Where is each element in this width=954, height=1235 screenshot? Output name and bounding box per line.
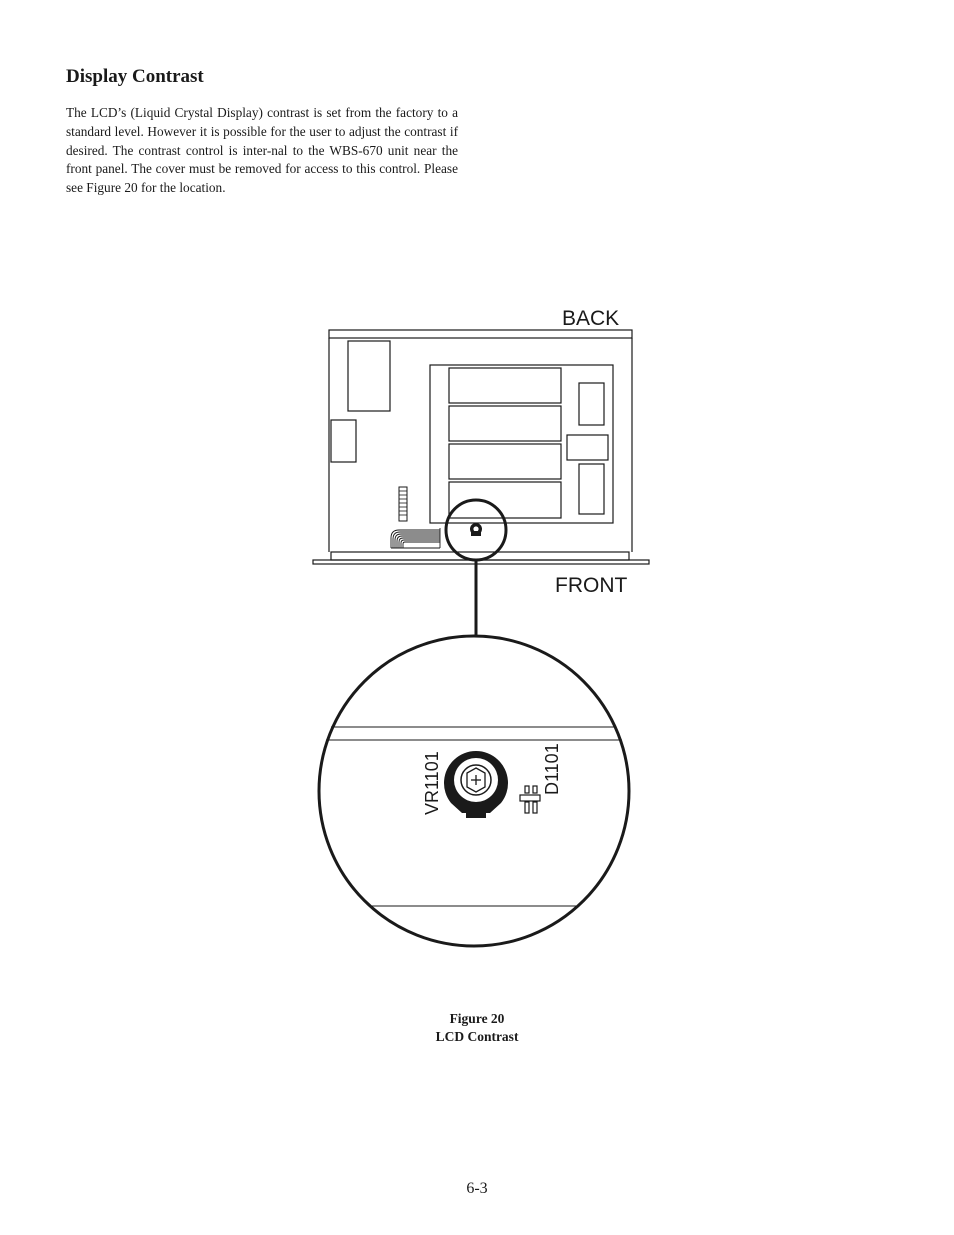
module-chip [567, 435, 608, 460]
figure-caption [377, 1010, 577, 1046]
magnified-view [319, 636, 629, 946]
connector-pins [399, 491, 407, 515]
module-slot [449, 482, 561, 518]
page-number: 6-3 [466, 1180, 488, 1197]
potentiometer-vr1101-icon [444, 751, 508, 818]
small-potentiometer-icon [470, 523, 482, 536]
section-paragraph: The LCD’s (Liquid Crystal Display) contrast is set from the factory to a standard level. However it is possible for the user to adjust the contrast if desired. The contrast control is inter-nal to the WBS-670 unit near the front panel. The cover must be removed for access to this control. Please see Figure 20 for the location. [66, 105, 458, 196]
diode-d1101-icon [520, 786, 540, 813]
module-slot [449, 444, 561, 479]
module-chip [579, 383, 604, 425]
label-back: BACK [562, 307, 620, 330]
chassis-back-edge [329, 330, 632, 338]
figure-number: Figure 20 [449, 1011, 505, 1026]
connector [399, 487, 407, 521]
ribbon-cable [391, 528, 440, 548]
label-vr1101: VR1101 [422, 751, 442, 815]
module-slot [449, 406, 561, 441]
board-component [348, 341, 390, 411]
module-slot [449, 368, 561, 403]
section-heading: Display Contrast [66, 66, 204, 87]
module-chip [579, 464, 604, 514]
figure-title: LCD Contrast [435, 1029, 519, 1044]
label-front: FRONT [555, 574, 628, 597]
board-component [331, 420, 356, 462]
label-d1101: D1101 [542, 743, 562, 795]
